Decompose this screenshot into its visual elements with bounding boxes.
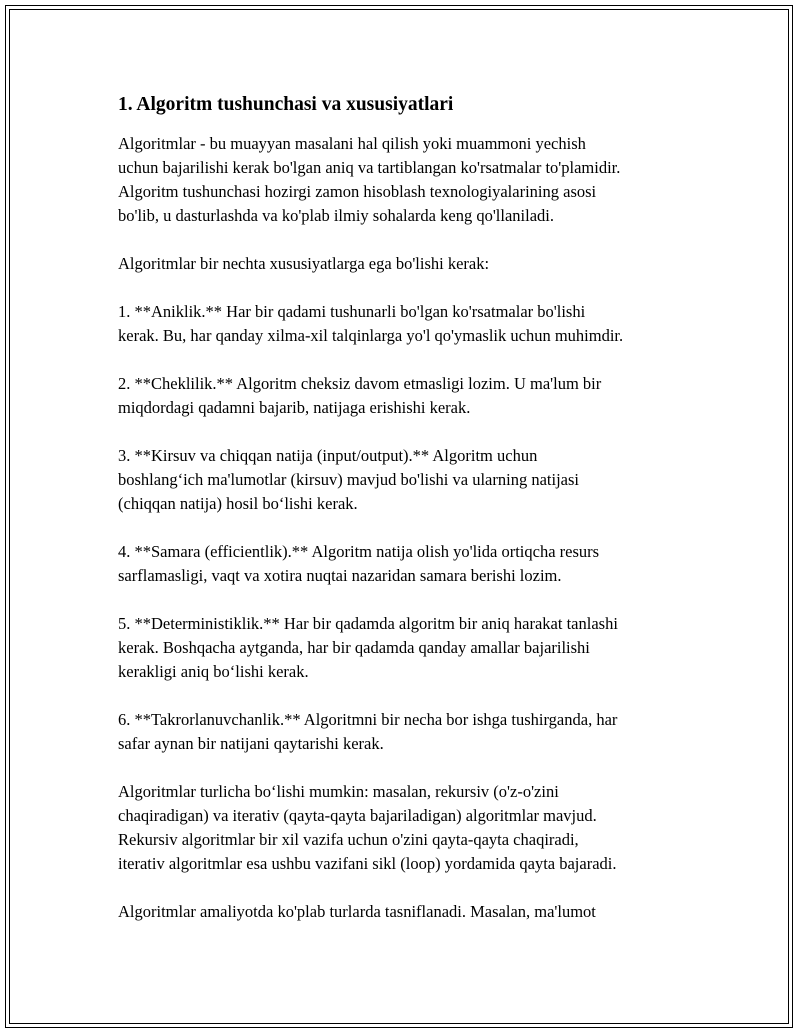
paragraph-gap bbox=[118, 516, 698, 540]
paragraph-property-6 bbox=[118, 708, 698, 756]
text-line: Algoritmlar - bu muayyan masalani hal qilish yoki muammoni yechish bbox=[118, 134, 586, 153]
paragraph-property-5 bbox=[118, 612, 698, 684]
text-line: 1. **Aniklik.** Har bir qadami tushunarli bo'lgan ko'rsatmalar bo'lishi bbox=[118, 302, 586, 321]
paragraph-gap bbox=[118, 276, 698, 300]
paragraph-intro bbox=[118, 132, 698, 228]
paragraph-gap bbox=[118, 228, 698, 252]
text-line: 4. **Samara (efficientlik).** Algoritm natija olish yo'lida ortiqcha resurs bbox=[118, 542, 600, 561]
paragraph-properties-intro bbox=[118, 252, 698, 276]
text-line: boshlang‘ich ma'lumotlar (kirsuv) mavjud bo'lishi va ularning natijasi bbox=[118, 470, 579, 489]
paragraph-gap bbox=[118, 684, 698, 708]
text-line: 2. **Cheklilik.** Algoritm cheksiz davom etmasligi lozim. U ma'lum bir bbox=[118, 374, 602, 393]
paragraph-gap bbox=[118, 348, 698, 372]
text-line: uchun bajarilishi kerak bo'lgan aniq va tartiblangan ko'rsatmalar to'plamidir. bbox=[118, 158, 621, 177]
text-line: 6. **Takrorlanuvchanlik.** Algoritmni bir necha bor ishga tushirganda, har bbox=[118, 710, 618, 729]
section-title: 1. Algoritm tushunchasi va xususiyatlari bbox=[118, 94, 454, 115]
paragraph-property-1 bbox=[118, 300, 698, 348]
text-line: Algoritmlar turlicha bo‘lishi mumkin: masalan, rekursiv (o'z-o'zini bbox=[118, 782, 559, 801]
text-line: Algoritmlar bir nechta xususiyatlarga ega bo'lishi kerak: bbox=[118, 254, 490, 273]
paragraph-types bbox=[118, 780, 698, 876]
paragraph-property-2 bbox=[118, 372, 698, 420]
text-line: kerak. Bu, har qanday xilma-xil talqinlarga yo'l qo'ymaslik uchun muhimdir. bbox=[118, 326, 624, 345]
text-line: chaqiradigan) va iterativ (qayta-qayta bajariladigan) algoritmlar mavjud. bbox=[118, 806, 597, 825]
text-line: bo'lib, u dasturlashda va ko'plab ilmiy sohalarda keng qo'llaniladi. bbox=[118, 206, 554, 225]
paragraph-gap bbox=[118, 588, 698, 612]
text-line: miqdordagi qadamni bajarib, natijaga erishishi kerak. bbox=[118, 398, 471, 417]
text-line: Algoritmlar amaliyotda ko'plab turlarda tasniflanadi. Masalan, ma'lumot bbox=[118, 902, 596, 921]
paragraph-gap bbox=[118, 756, 698, 780]
document-body bbox=[118, 92, 698, 924]
paragraph-gap bbox=[118, 876, 698, 900]
paragraph-classification bbox=[118, 900, 698, 924]
text-line: (chiqqan natija) hosil bo‘lishi kerak. bbox=[118, 494, 358, 513]
paragraph-property-4 bbox=[118, 540, 698, 588]
paragraph-property-3 bbox=[118, 444, 698, 516]
text-line: safar aynan bir natijani qaytarishi kerak. bbox=[118, 734, 384, 753]
text-line: kerak. Boshqacha aytganda, har bir qadamda qanday amallar bajarilishi bbox=[118, 638, 590, 657]
text-line: kerakligi aniq bo‘lishi kerak. bbox=[118, 662, 309, 681]
paragraph-gap bbox=[118, 420, 698, 444]
text-line: 5. **Deterministiklik.** Har bir qadamda algoritm bir aniq harakat tanlashi bbox=[118, 614, 618, 633]
text-line: sarflamasligi, vaqt va xotira nuqtai nazaridan samara berishi lozim. bbox=[118, 566, 562, 585]
text-line: Rekursiv algoritmlar bir xil vazifa uchun o'zini qayta-qayta chaqiradi, bbox=[118, 830, 579, 849]
text-line: Algoritm tushunchasi hozirgi zamon hisoblash texnologiyalarining asosi bbox=[118, 182, 597, 201]
text-line: 3. **Kirsuv va chiqqan natija (input/output).** Algoritm uchun bbox=[118, 446, 538, 465]
text-line: iterativ algoritmlar esa ushbu vazifani sikl (loop) yordamida qayta bajaradi. bbox=[118, 854, 617, 873]
